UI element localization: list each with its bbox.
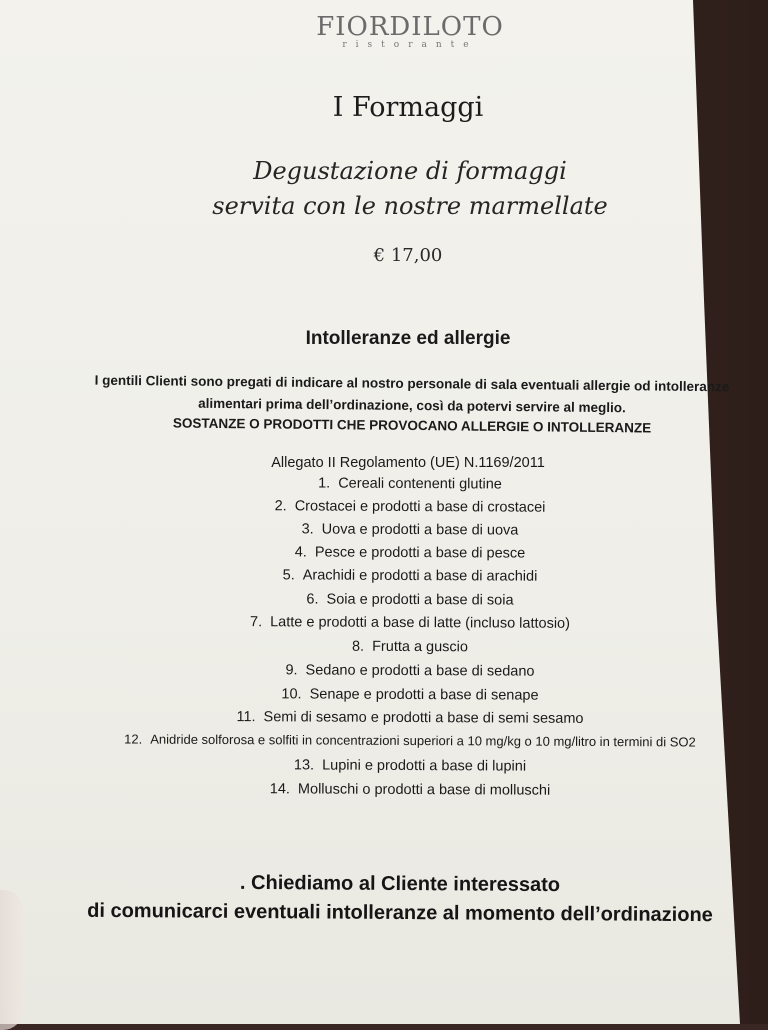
closing-line2: di comunicarci eventuali intolleranze al momento dell’ordinazione (87, 899, 713, 927)
allergy-heading: Intolleranze ed allergie (305, 328, 511, 349)
finger-edge (0, 890, 23, 1030)
logo-name: FIORDILOTO (316, 12, 504, 42)
allergen-item: 1. Cereali contenenti glutine (318, 475, 502, 493)
dish-price: € 17,00 (373, 245, 443, 266)
allergen-item: 2. Crostacei e prodotti a base di crostacei (274, 498, 546, 516)
restaurant-logo (316, 14, 504, 50)
section-title: I Formaggi (332, 92, 484, 123)
dish-description-line1: Degustazione di formaggi (253, 157, 567, 185)
allergen-item: 8. Frutta a guscio (351, 638, 469, 656)
allergen-item: 13. Lupini e prodotti a base di lupini (293, 757, 527, 775)
allergy-intro-line1: I gentili Clienti sono pregati di indicare al nostro personale di sala eventuali allergie od intolleranze (94, 372, 730, 395)
allergen-item: 6. Soia e prodotti a base di soia (306, 591, 514, 609)
allergen-item: 14. Molluschi o prodotti a base di molluschi (269, 781, 551, 799)
logo-subtitle: ristorante (342, 40, 478, 50)
closing-line1: . Chiediamo al Cliente interessato (239, 871, 561, 897)
allergen-item: 12. Anidride solforosa e solfiti in concentrazioni superiori a 10 mg/kg o 10 mg/litro in termini di SO2 (124, 731, 696, 750)
allergy-intro-caps: SOSTANZE O PRODOTTI CHE PROVOCANO ALLERGIE O INTOLLERANZE (172, 415, 652, 436)
allergen-item: 7. Latte e prodotti a base di latte (incluso lattosio) (249, 614, 571, 632)
allergen-item: 3. Uova e prodotti a base di uova (301, 521, 519, 539)
allergen-item: 9. Sedano e prodotti a base di sedano (285, 662, 535, 680)
allergen-item: 10. Senape e prodotti a base di senape (281, 686, 539, 704)
allergy-intro-line2: alimentari prima dell’ordinazione, così da potervi servire al meglio. (198, 395, 626, 416)
allergen-item: 5. Arachidi e prodotti a base di arachidi (282, 567, 538, 585)
regulation-reference: Allegato II Regolamento (UE) N.1169/2011 (271, 455, 545, 471)
allergen-item: 11. Semi di sesamo e prodotti a base di semi sesamo (236, 709, 584, 727)
dish-description-line2: servita con le nostre marmellate (212, 192, 608, 220)
allergen-item: 4. Pesce e prodotti a base di pesce (294, 544, 526, 562)
